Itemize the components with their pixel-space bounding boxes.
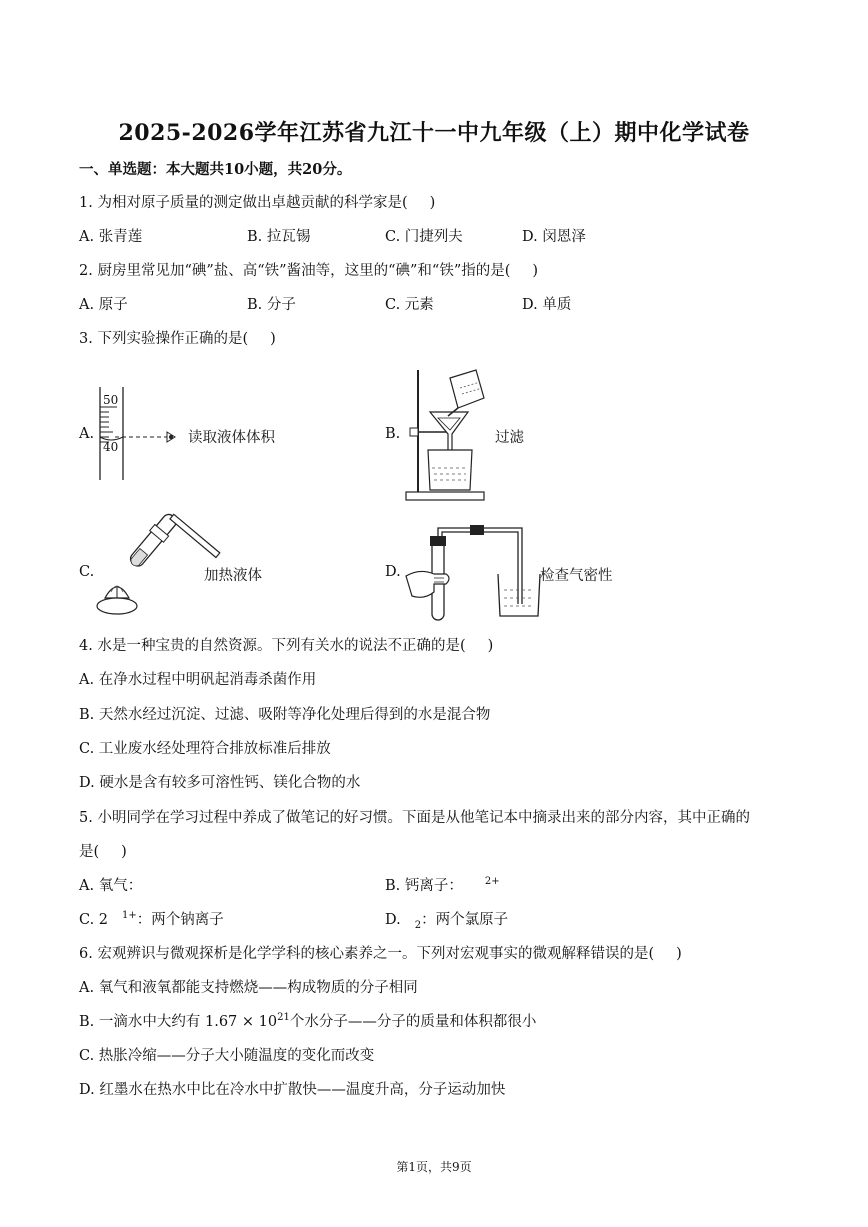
question-6-stem: 6. 宏观辨识与微观探析是化学学科的核心素养之一。下列对宏观事实的微观解释错误的是( ) — [79, 946, 682, 962]
question-2-stem: 2. 厨房里常见加“碘”盐、高“铁”酱油等，这里的“碘”和“铁”指的是( ) — [79, 263, 539, 279]
q1-option-d: D. 闵恩泽 — [522, 229, 586, 245]
q5-option-d-subscript: 2 — [414, 919, 422, 931]
q2-option-a: A. 原子 — [79, 297, 128, 313]
q6-option-c: C. 热胀冷缩——分子大小随温度的变化而改变 — [79, 1048, 375, 1064]
q5-option-b: B. 钙离子： $^{2+}$ — [385, 876, 500, 894]
q3-option-c-label: 加热液体 — [204, 568, 262, 584]
question-4-stem: 4. 水是一种宝贵的自然资源。下列有关水的说法不正确的是( ) — [79, 638, 494, 654]
q5-option-b-charge: 2+ — [484, 876, 500, 888]
q2-option-b: B. 分子 — [247, 297, 296, 313]
filtration-figure — [400, 368, 490, 503]
question-5-stem-line1: 5. 小明同学在学习过程中养成了做笔记的好习惯。下面是从他笔记本中摘录出来的部分内容，其中正确的 — [79, 810, 750, 826]
heating-liquid-figure — [95, 518, 205, 618]
q3-option-a-label: 读取液体体积 — [188, 430, 275, 446]
q6-option-a: A. 氧气和液氧都能支持燃烧——构成物质的分子相同 — [79, 980, 418, 996]
page-title: 2025-2026学年江苏省九江十一中九年级（上）期中化学试卷 — [118, 120, 750, 146]
question-3-stem: 3. 下列实验操作正确的是( ) — [79, 331, 276, 347]
q3-option-d-label: 检查气密性 — [540, 568, 613, 584]
q2-option-c: C. 元素 — [385, 297, 434, 313]
cylinder-tick-40: 40 — [103, 440, 119, 454]
q3-option-a-letter: A. — [79, 426, 95, 442]
q1-option-a: A. 张青莲 — [79, 229, 143, 245]
q1-option-b: B. 拉瓦锡 — [247, 229, 311, 245]
q6-option-b: B. 一滴水中大约有 $1.67 \times 10^{21}$个水分子——分子的质量和体积都很小 — [79, 1012, 537, 1030]
q6-option-d: D. 红墨水在热水中比在冷水中扩散快——温度升高，分子运动加快 — [79, 1082, 506, 1098]
q3-option-c-letter: C. — [79, 564, 95, 580]
q5-option-c: C. 2 $^{1+}$：两个钠离子 — [79, 910, 224, 928]
airtightness-check-figure — [400, 518, 540, 623]
q6-option-b-exponent: 21 — [277, 1012, 290, 1024]
q3-option-d-letter: D. — [385, 564, 401, 580]
q5-option-a: A. 氧气： — [79, 878, 143, 894]
q4-option-d: D. 硬水是含有较多可溶性钙、镁化合物的水 — [79, 775, 361, 791]
question-5-stem-line2: 是( ) — [79, 844, 127, 860]
q4-option-a: A. 在净水过程中明矾起消毒杀菌作用 — [79, 672, 317, 688]
q4-option-c: C. 工业废水经处理符合排放标准后排放 — [79, 741, 331, 757]
section-heading: 一、单选题：本大题共10小题，共20分。 — [79, 161, 352, 178]
q3-option-b-label: 过滤 — [495, 430, 524, 446]
q5-option-c-charge: 1+ — [122, 910, 137, 922]
page-footer: 第1页，共9页 — [396, 1160, 472, 1174]
q1-option-c: C. 门捷列夫 — [385, 229, 463, 245]
question-1-stem: 1. 为相对原子质量的测定做出卓越贡献的科学家是( ) — [79, 195, 436, 211]
q3-option-b-letter: B. — [385, 426, 401, 442]
q5-option-d: D. $_2$：两个氯原子 — [385, 912, 509, 931]
cylinder-tick-50: 50 — [103, 393, 119, 407]
q4-option-b: B. 天然水经过沉淀、过滤、吸附等净化处理后得到的水是混合物 — [79, 707, 491, 723]
q2-option-d: D. 单质 — [522, 297, 572, 313]
